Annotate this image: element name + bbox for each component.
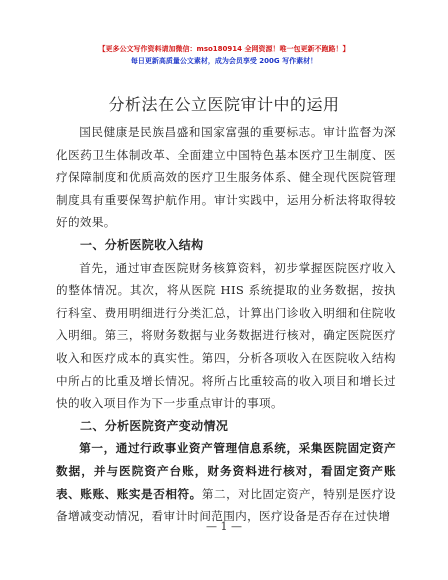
intro-paragraph: 国民健康是民族昌盛和国家富强的重要标志。审计监督为深化医药卫生体制改革、全面建立中国特色基本医疗卫生制度、医疗保障制度和优质高效的医疗卫生服务体系、健全现代医院管理制度具有重要保驾护航作用。审计实践中，运用分析法将取得较好的效果。 <box>56 125 396 230</box>
promo-banner-line-2: 每日更新高质量公文素材，成为会员享受 200G 写作素材！ <box>130 57 318 65</box>
section-1-paragraph: 首先，通过审查医院财务核算资料，初步掌握医院医疗收入的整体情况。其次，将从医院 HIS 系统提取的业务数据，按执行科室、费用明细进行分类汇总，计算出门诊收入明细和住院收入明细。第三，将财务数据与业务数据进行核对，确定医院医疗收入和医疗成本的真实性。第四，分析各项收入在医院收入结构中所占的比重及增长情况。将所占比重较高的收入项目和增长过快的收入项目作为下一步重点审计的事项。 <box>56 260 396 411</box>
page-number: — 1 — <box>206 520 242 533</box>
document-title: 分析法在公立医院审计中的运用 <box>108 95 340 114</box>
section-1-heading: 一、分析医院收入结构 <box>80 237 204 252</box>
section-2-bold-lead: 第一，通过行政事业资产管理信息系统，采集医院固定资产数据，并与医院资产台账，财务资料进行核对，看固定资产账表、账账、账实是否相符。 <box>56 441 396 501</box>
section-2-paragraph <box>56 437 396 527</box>
section-2-rest: 第二，对比固定资产，特别是医疗设备增减变动情况，看审计时间范围内，医疗设备是否存在过快增 <box>56 486 397 524</box>
section-2-heading: 二、分析医院资产变动情况 <box>80 418 229 433</box>
document-body <box>56 121 396 528</box>
promo-banner-line-1: 【更多公文写作资料请加微信：mso180914 全网资源！唯一包更新不跑路！】 <box>98 45 350 53</box>
